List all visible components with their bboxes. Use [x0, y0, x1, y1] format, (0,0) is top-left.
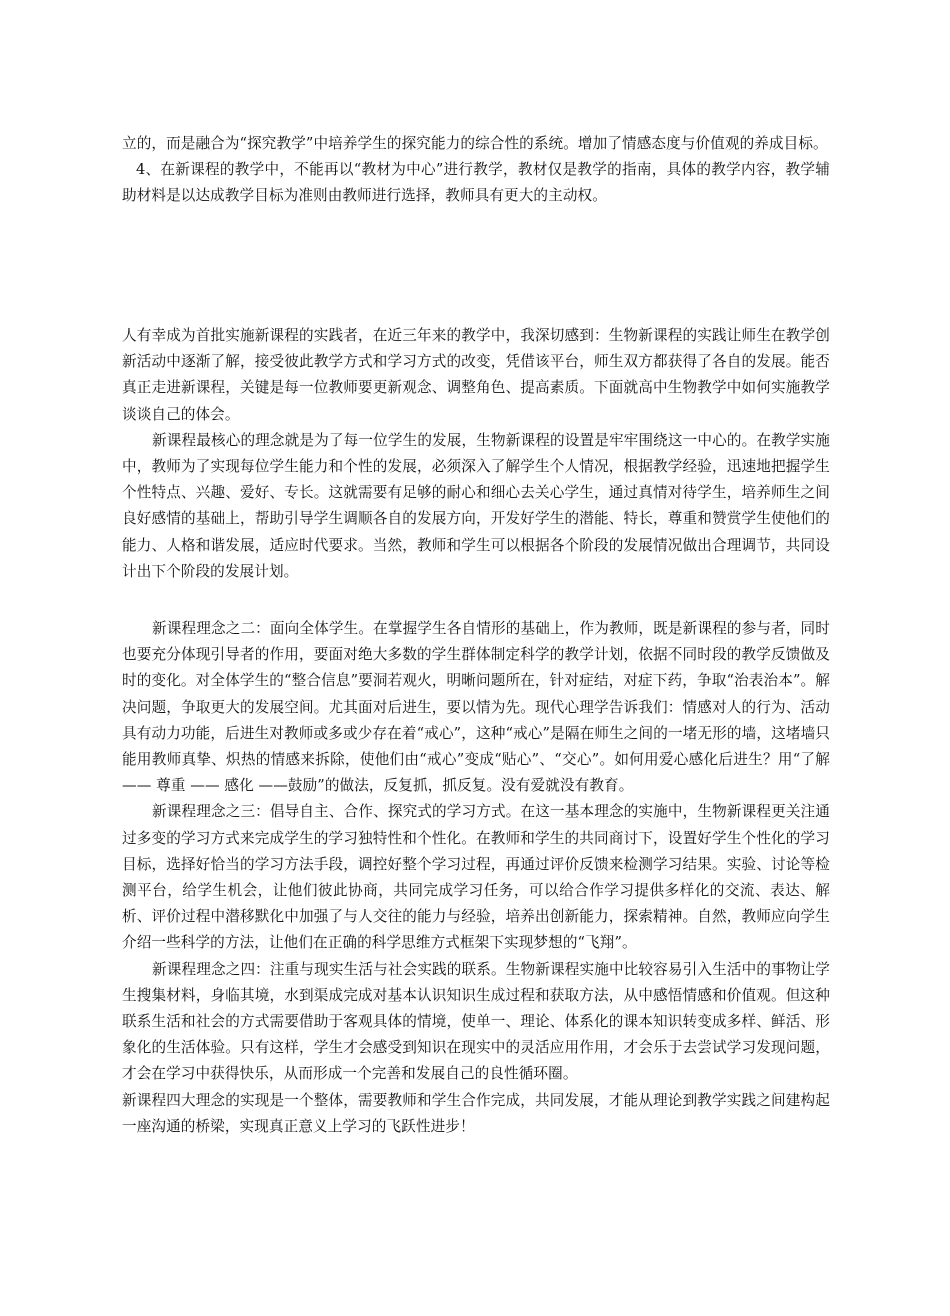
- text-section-3: [122, 616, 830, 1140]
- paragraph-concept-4: 新课程理念之四：注重与现实生活与社会实践的联系。生物新课程实施中比较容易引入生活中的事物让学生搜集材料，身临其境，水到渠成完成对基本认识知识生成过程和获取方法，从中感悟情感和价值观。但这种联系生活和社会的方式需要借助于客观具体的情境，使单一、理论、体系化的课本知识转变成多样、鲜活、形象化的生活体验。只有这样，学生才会感受到知识在现实中的灵活应用作用，才会乐于去尝试学习发现问题，才会在学习中获得快乐，从而形成一个完善和发展自己的良性循环圈。: [122, 960, 830, 1083]
- paragraph-introduction: 人有幸成为首批实施新课程的实践者，在近三年来的教学中，我深切感到：生物新课程的实践让师生在教学创新活动中逐渐了解，接受彼此教学方式和学习方式的改变，凭借该平台，师生双方都获得了各自的发展。能否真正走进新课程，关键是每一位教师要更新观念、调整角色、提高素质。下面就高中生物教学中如何实施教学谈谈自己的体会。: [122, 327, 830, 423]
- paragraph-point-4: 4、在新课程的教学中，不能再以“教材为中心”进行教学，教材仅是教学的指南，具体的教学内容，教学辅助材料是以达成教学目标为准则由教师进行选择，教师具有更大的主动权。: [122, 161, 830, 205]
- paragraph-concept-1: 新课程最核心的理念就是为了每一位学生的发展，生物新课程的设置是牢牢围绕这一中心的。在教学实施中，教师为了实现每位学生能力和个性的发展，必须深入了解学生个人情况，根据教学经验，迅速地把握学生个性特点、兴趣、爱好、专长。这就需要有足够的耐心和细心去关心学生，通过真情对待学生，培养师生之间良好感情的基础上，帮助引导学生调顺各自的发展方向，开发好学生的潜能、特长，尊重和赞赏学生使他们的能力、人格和谐发展，适应时代要求。当然，教师和学生可以根据各个阶段的发展情况做出合理调节，共同设计出下个阶段的发展计划。: [122, 431, 830, 580]
- paragraph-continued: 立的，而是融合为“探究教学”中培养学生的探究能力的综合性的系统。增加了情感态度与价值观的养成目标。: [122, 135, 828, 152]
- paragraph-concept-2: 新课程理念之二：面向全体学生。在掌握学生各自情形的基础上，作为教师，既是新课程的参与者，同时也要充分体现引导者的作用，要面对绝大多数的学生群体制定科学的教学计划，依据不同时段的教学反馈做及时的变化。对全体学生的“整合信息”要洞若观火，明晰问题所在，针对症结，对症下药，争取“治表治本”。解决问题，争取更大的发展空间。尤其面对后进生，要以情为先。现代心理学告诉我们：情感对人的行为、活动具有动力功能，后进生对教师或多或少存在着“戒心”，这种“戒心”是隔在师生之间的一堵无形的墙，这堵墙只能用教师真挚、炽热的情感来拆除，使他们由“戒心”变成“贴心”、“交心”。如何用爱心感化后进生？用“了解 —— 尊重 —— 感化 ——鼓励”的做法，反复抓，抓反复。没有爱就没有教育。: [122, 620, 830, 795]
- text-section-2: [122, 323, 830, 585]
- paragraph-concept-3: 新课程理念之三：倡导自主、合作、探究式的学习方式。在这一基本理念的实施中，生物新课程更关注通过多变的学习方式来完成学生的学习独特性和个性化。在教师和学生的共同商讨下，设置好学生个性化的学习目标，选择好恰当的学习方法手段，调控好整个学习过程，再通过评价反馈来检测学习结果。实验、讨论等检测平台，给学生机会，让他们彼此协商，共同完成学习任务，可以给合作学习提供多样化的交流、表达、解析、评价过程中潜移默化中加强了与人交往的能力与经验，培养出创新能力，探索精神。自然，教师应向学生介绍一些科学的方法，让他们在正确的科学思维方式框架下实现梦想的“飞翔”。: [122, 803, 830, 952]
- text-section-1: [122, 131, 830, 210]
- paragraph-conclusion: 新课程四大理念的实现是一个整体，需要教师和学生合作完成，共同发展，才能从理论到教学实践之间建构起一座沟通的桥梁，实现真正意义上学习的飞跃性进步！: [122, 1091, 830, 1135]
